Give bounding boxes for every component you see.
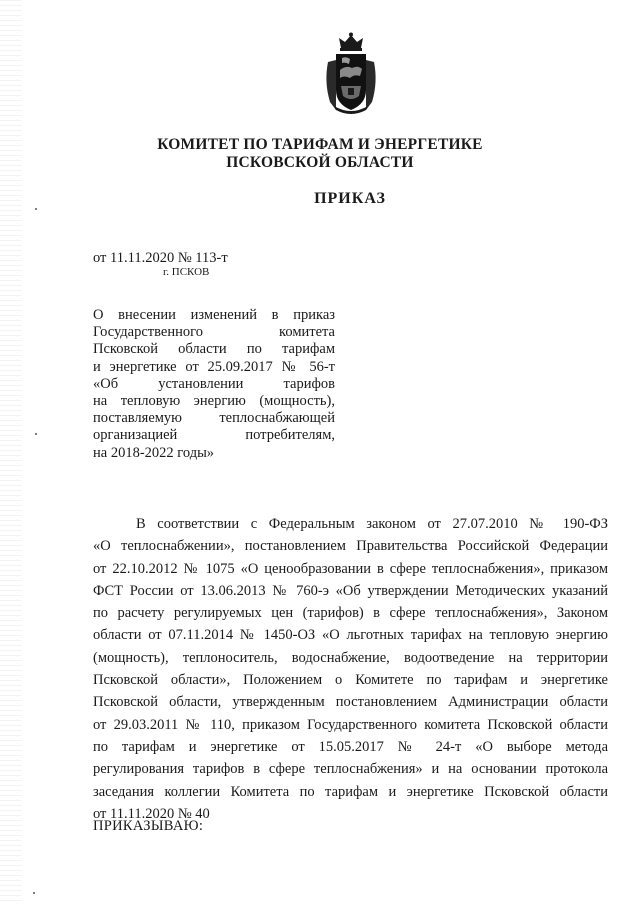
order-directive: ПРИКАЗЫВАЮ:	[93, 818, 204, 834]
body-line: Псковской области, утвержденным постановлением Администрации области	[93, 694, 608, 711]
body-line: от 22.10.2012 № 1075 «О ценообразовании в сфере теплоснабжения», приказом	[93, 560, 608, 577]
organization-name-line-2: ПСКОВСКОЙ ОБЛАСТИ	[226, 154, 414, 171]
document-type-title: ПРИКАЗ	[314, 190, 386, 207]
subject-line: на тепловую энергию (мощность),	[93, 393, 335, 410]
body-line: по тарифам и энергетике от 15.05.2017 № 24-т «О выборе метода	[93, 738, 608, 755]
body-line: заседания коллегии Комитета по тарифам и энергетике Псковской области	[93, 783, 608, 800]
document-body-paragraph	[93, 513, 608, 825]
body-line: ФСТ России от 13.06.2013 № 760-э «Об утверждении Методических указаний	[93, 582, 608, 599]
body-line: области от 07.11.2014 № 1450-ОЗ «О льготных тарифах на тепловую энергию	[93, 627, 608, 644]
document-subject	[93, 307, 335, 462]
organization-name-line-1: КОМИТЕТ ПО ТАРИФАМ И ЭНЕРГЕТИКЕ	[157, 136, 483, 153]
subject-line: Псковской области по тарифам	[93, 341, 335, 358]
pskov-coat-of-arms-icon	[322, 32, 380, 114]
subject-line: «Об установлении тарифов	[93, 375, 335, 392]
body-line: по расчету регулируемых цен (тарифов) в сфере теплоснабжения», Законом	[93, 605, 608, 622]
body-line: Псковской области», Положением о Комитете по тарифам и энергетике	[93, 672, 608, 689]
scan-speck	[35, 433, 37, 435]
body-line: (мощность), теплоноситель, водоснабжение, водоотведение на территории	[93, 649, 608, 666]
body-line: В соответствии с Федеральным законом от 27.07.2010 № 190-ФЗ	[136, 516, 608, 532]
document-date-number: от 11.11.2020 № 113-т	[93, 250, 228, 266]
subject-line: поставляемую теплоснабжающей	[93, 410, 335, 427]
subject-line: Государственного комитета	[93, 324, 335, 341]
body-line: регулирования тарифов в сфере теплоснабжения» и на основании протокола	[93, 761, 608, 778]
subject-line: О внесении изменений в приказ	[93, 307, 335, 323]
body-line: от 29.03.2011 № 110, приказом Государственного комитета Псковской области	[93, 716, 608, 733]
document-city: г. ПСКОВ	[163, 266, 210, 278]
subject-line: организацией потребителям,	[93, 427, 335, 444]
scan-speck	[33, 892, 35, 894]
body-line: «О теплоснабжении», постановлением Правительства Российской Федерации	[93, 538, 608, 555]
subject-line: на 2018-2022 годы»	[93, 444, 215, 461]
subject-line: и энергетике от 25.09.2017 № 56-т	[93, 358, 335, 375]
scan-speck	[35, 208, 37, 210]
body-line: от 11.11.2020 № 40	[93, 805, 210, 822]
